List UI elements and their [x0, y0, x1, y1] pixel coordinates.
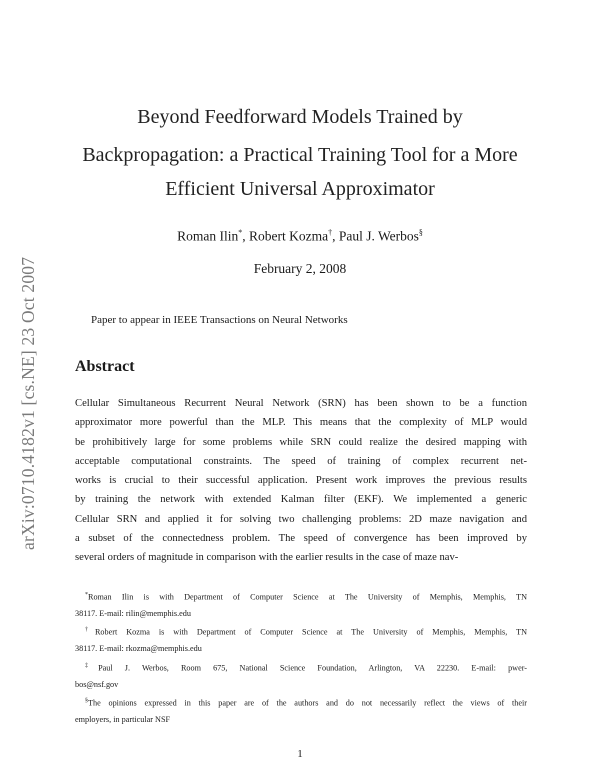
footnote-line — [75, 587, 527, 606]
abstract-line: works is crucial to their successful application. Present work improves the previous results — [75, 475, 527, 487]
footnote-mark: † — [85, 627, 95, 634]
publication-note: Paper to appear in IEEE Transactions on Neural Networks — [91, 314, 348, 326]
abstract-line: Cellular Simultaneous Recurrent Neural Network (SRN) has been shown to be a function — [75, 398, 527, 409]
abstract-line: a subset of the connectedness problem. The speed of convergence has been improved by — [75, 533, 527, 545]
abstract-line: Cellular SRN and applied it for solving two challenging problems: 2D maze navigation and — [75, 513, 527, 525]
footnote-mark: ‡ — [85, 662, 99, 669]
footnote-mark: § — [85, 697, 88, 704]
footnote-line: 38117. E-mail: rkozma@memphis.edu — [75, 644, 202, 654]
footnote-line: bos@nsf.gov — [75, 679, 119, 689]
arxiv-identifier: arXiv:0710.4182v1 [cs.NE] 23 Oct 2007 — [18, 256, 38, 550]
author-mark: † — [328, 228, 333, 237]
footnote-mark: * — [85, 592, 88, 598]
footnote-line — [75, 693, 527, 712]
title-line-3: Efficient Universal Approximator — [165, 178, 435, 200]
abstract-line: be prohibitively large for some problems while SRN could realize the desired mapping with — [75, 436, 527, 448]
page-number: 1 — [297, 748, 303, 760]
abstract-line: approximator more powerful than the MLP. This means that the complexity of MLP would — [75, 417, 527, 429]
abstract-line: by training the network with extended Kalman filter (EKF). We implemented a generic — [75, 494, 527, 506]
footnote-text: Paul J. Werbos, Room 675, National Science Foundation, Arlington, VA 22230. E-mail: pwer- — [98, 663, 527, 673]
author-name: Paul J. Werbos — [338, 228, 419, 244]
abstract-heading: Abstract — [75, 358, 135, 375]
footnote-line — [75, 622, 527, 641]
footnote-line: 38117. E-mail: rilin@memphis.edu — [75, 609, 191, 619]
footnotes — [75, 587, 527, 728]
author-name: Roman Ilin — [177, 228, 239, 244]
footnote-line: employers, in particular NSF — [75, 715, 171, 725]
author-list: Roman Ilin*, Robert Kozma†, Paul J. Werbos§ — [177, 228, 423, 244]
author-mark: * — [238, 228, 243, 237]
abstract-line: acceptable computational constraints. The speed of training of complex recurrent net- — [75, 455, 527, 467]
title-line-2: Backpropagation: a Practical Training Tool for a More — [82, 144, 518, 166]
author-name: Robert Kozma — [248, 228, 329, 244]
title-line-1: Beyond Feedforward Models Trained by — [137, 106, 463, 128]
footnote-text: Roman Ilin is with Department of Computer Science at The University of Memphis, Memphis, TN — [88, 592, 527, 602]
author-mark: § — [418, 228, 423, 237]
abstract-line: several orders of magnitude in comparison with the earlier results in the case of maze nav- — [75, 552, 459, 564]
footnote-text: Robert Kozma is with Department of Computer Science at The University of Memphis, Memphis, TN — [94, 628, 528, 638]
date: February 2, 2008 — [253, 261, 347, 276]
footnote-text: The opinions expressed in this paper are of the authors and do not necessarily reflect the views of their — [88, 698, 527, 708]
abstract-body — [75, 394, 527, 568]
footnote-line — [75, 658, 527, 677]
